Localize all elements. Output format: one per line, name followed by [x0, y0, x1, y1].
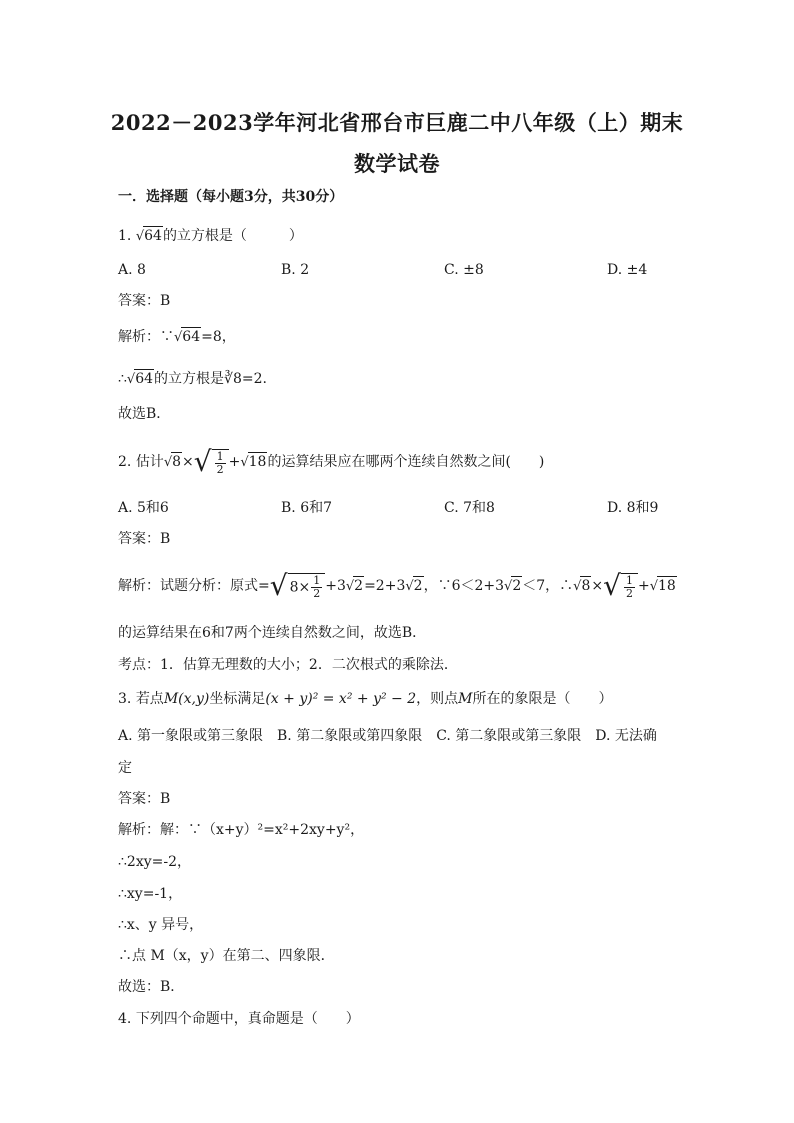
sqrt-icon: √ — [269, 569, 288, 602]
sqrt-icon: √ — [240, 455, 249, 470]
stem-mid: 坐标满足 — [209, 691, 266, 707]
q1-jiexi — [118, 327, 236, 347]
sqrt-icon: √ — [504, 579, 513, 594]
cube-root-expr: ∛8=2 — [224, 371, 263, 387]
m-var: M — [458, 691, 473, 707]
sqrt-icon: √ — [649, 579, 658, 594]
q3-jiexi-3: ∴xy=-1， — [118, 886, 183, 902]
q2-option-d: D. 8和9 — [607, 500, 659, 516]
sqrt-icon: √ — [573, 579, 582, 594]
sqrt-icon: √ — [603, 569, 621, 602]
jiexi-tail: =8， — [201, 329, 236, 345]
q1-jiexi-line2 — [118, 369, 267, 389]
q3-options: A. 第一象限或第三象限 B. 第二象限或第四象限 C. 第二象限或第三象限 D. 无法确 — [118, 728, 657, 744]
q3-options-wrap: 定 — [118, 760, 132, 776]
sqrt-icon: √ — [345, 579, 355, 594]
denominator: 2 — [625, 586, 633, 600]
question-number: 1. — [118, 228, 132, 244]
inner: 8× — [289, 579, 311, 595]
stem-text: 下列四个命题中，真命题是（ ） — [135, 1011, 360, 1027]
stem-start: 估计 — [135, 454, 164, 470]
radicand: 8 — [172, 454, 182, 470]
question-number: 4. — [118, 1011, 132, 1027]
stem-start: 若点 — [135, 691, 164, 707]
question-number: 3. — [118, 691, 132, 707]
q3-jiexi-1: 解析：解：∵（x+y）²=x²+2xy+y²， — [118, 822, 365, 838]
q2-option-a: A. 5和6 — [118, 500, 169, 516]
q3-answer: 答案：B — [118, 791, 171, 807]
stem-tail: 所在的象限是（ ） — [472, 691, 613, 707]
radicand: 18 — [248, 454, 267, 470]
question-4-stem — [118, 1010, 360, 1028]
title-line-2: 数学试卷 — [354, 151, 440, 176]
radicand: 64 — [135, 371, 154, 387]
denominator: 2 — [313, 586, 321, 600]
therefore: ∴ — [118, 371, 127, 387]
plus: + — [637, 578, 650, 594]
point-m: M(x,y) — [163, 691, 210, 707]
fraction — [311, 575, 322, 600]
radicand: 2 — [354, 578, 364, 594]
q3-jiexi-2: ∴2xy=-2， — [118, 854, 191, 870]
question-number: 2. — [118, 454, 132, 470]
stem-mid2: ，则点 — [416, 691, 459, 707]
radicand: 8 — [581, 578, 591, 594]
times: × — [591, 578, 604, 594]
q1-conclusion: 故选B． — [118, 406, 171, 422]
equals: =2+3 — [364, 578, 406, 594]
jiexi-start: 解析：试题分析：原式= — [118, 578, 270, 594]
plus: + — [228, 454, 241, 470]
q2-option-b: B. 6和7 — [281, 500, 333, 516]
text: 的立方根是 — [154, 371, 225, 387]
sqrt-icon: √ — [405, 579, 414, 594]
radicand: 18 — [658, 578, 676, 594]
sqrt-icon: √ — [135, 229, 145, 244]
denominator: 2 — [216, 462, 224, 476]
because: ，∵6＜2+3 — [423, 578, 505, 594]
less-than-seven: ＜7，∴ — [522, 578, 574, 594]
numerator: 1 — [313, 573, 321, 587]
radicand: 2 — [512, 578, 522, 594]
fraction — [624, 575, 635, 600]
radicand: 64 — [182, 329, 201, 345]
question-1-stem — [118, 226, 303, 246]
stem-text: 的立方根是（ ） — [162, 228, 303, 244]
q1-answer: 答案：B — [118, 293, 171, 309]
section-heading: 一．选择题（每小题3分，共30分） — [118, 189, 344, 205]
q2-option-c: C. 7和8 — [444, 500, 495, 516]
q2-jiexi — [118, 569, 677, 602]
question-3-stem — [118, 690, 612, 708]
q1-option-d: D. ±4 — [607, 262, 648, 278]
q3-jiexi-5: ∴点 M（x，y）在第二、四象限． — [118, 948, 335, 964]
q1-option-b: B. 2 — [281, 262, 310, 278]
radicand: 64 — [144, 228, 162, 244]
question-2-stem — [118, 445, 545, 478]
equation: (x + y)² = x² + y² − 2 — [265, 691, 417, 707]
q1-option-c: C. ±8 — [444, 262, 484, 278]
sqrt-icon: √ — [163, 455, 173, 470]
sqrt-icon: √ — [174, 330, 183, 345]
times: × — [182, 454, 194, 470]
jiexi-label: 解析：∵ — [118, 329, 174, 345]
period: . — [262, 371, 267, 387]
q2-answer: 答案：B — [118, 531, 171, 547]
title-line-1: 2022－2023学年河北省邢台市巨鹿二中八年级（上）期末 — [110, 110, 684, 135]
sqrt-icon: √ — [126, 372, 136, 387]
q1-option-a: A. 8 — [118, 262, 146, 278]
q3-jiexi-4: ∴x、y 异号， — [118, 917, 204, 933]
fraction — [215, 451, 226, 476]
numerator: 1 — [625, 573, 633, 587]
numerator: 1 — [216, 449, 224, 463]
sqrt-icon: √ — [193, 445, 212, 478]
radicand: 2 — [413, 578, 423, 594]
q2-jiexi-line2: 的运算结果在6和7两个连续自然数之间，故选B． — [118, 625, 427, 641]
plus-three: +3 — [325, 578, 346, 594]
q2-kaodian: 考点：1．估算无理数的大小；2．二次根式的乘除法． — [118, 657, 458, 673]
stem-tail: 的运算结果应在哪两个连续自然数之间( ) — [267, 454, 545, 470]
q3-jiexi-6: 故选：B． — [118, 979, 185, 995]
